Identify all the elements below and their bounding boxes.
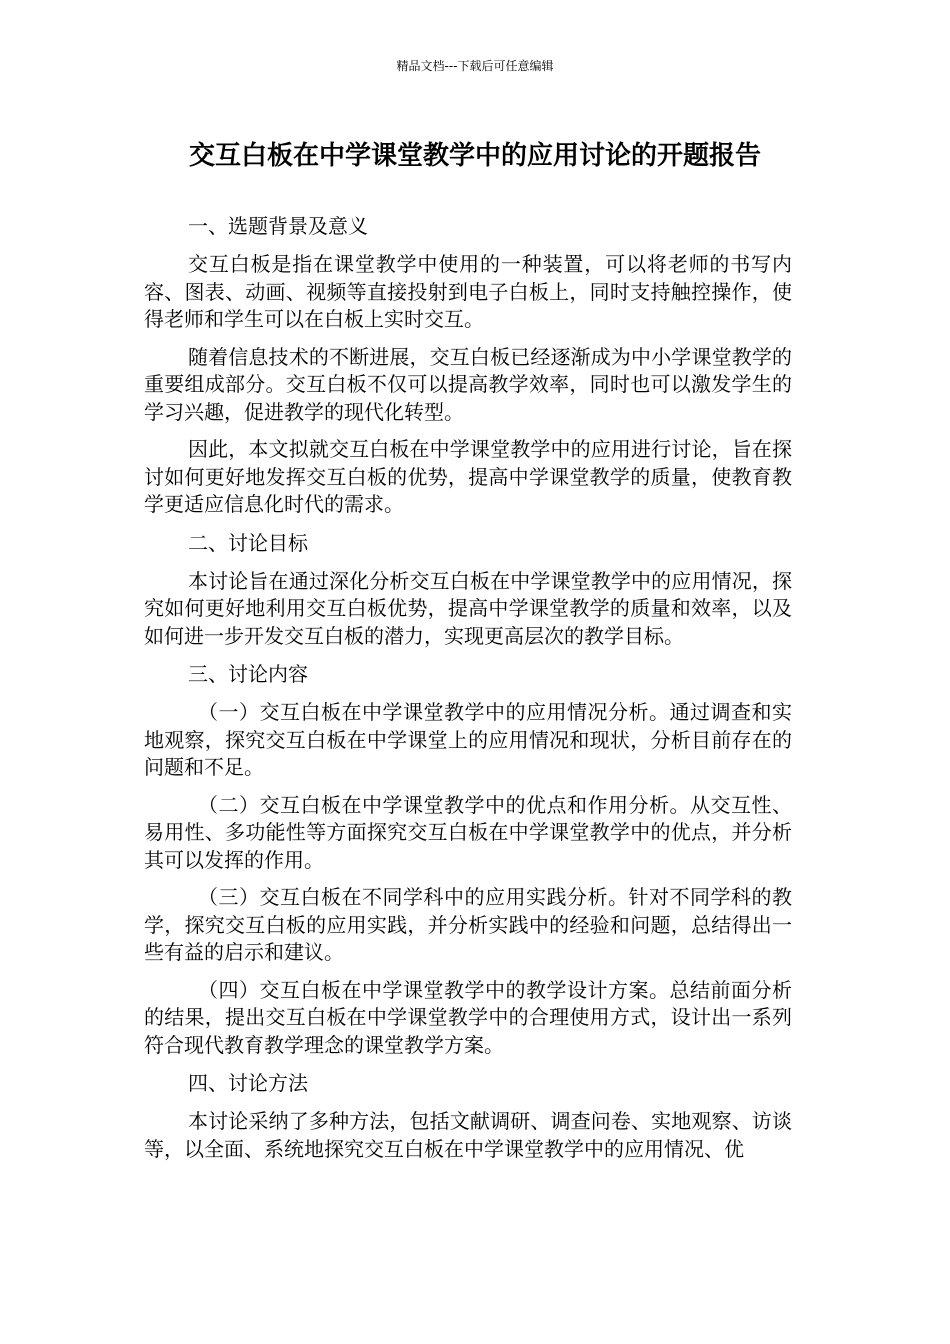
page-header-note: 精品文档---下载后可任意编辑 [396,59,554,73]
paragraph-content-item-3: （三）交互白板在不同学科中的应用实践分析。针对不同学科的教学，探究交互白板的应用实践，并分析实践中的经验和问题，总结得出一些有益的启示和建议。 [144,885,792,964]
document-body [144,212,792,1173]
section-heading-goals: 二、讨论目标 [188,530,308,555]
paragraph-goals: 本讨论旨在通过深化分析交互白板在中学课堂教学中的应用情况，探究如何更好地利用交互白板优势，提高中学课堂教学的质量和效率，以及如何进一步开发交互白板的潜力，实现更高层次的教学目标。 [144,568,792,648]
section-heading-methods: 四、讨论方法 [188,1071,308,1095]
section-heading-background: 一、选题背景及意义 [188,214,368,238]
paragraph-content-item-4: （四）交互白板在中学课堂教学中的教学设计方案。总结前面分析的结果，提出交互白板在中学课堂教学中的合理使用方式，设计出一系列符合现代教育教学理念的课堂教学方案。 [144,977,792,1057]
paragraph-research-purpose: 因此，本文拟就交互白板在中学课堂教学中的应用进行讨论，旨在探讨如何更好地发挥交互白板的优势，提高中学课堂教学的质量，使教育教学更适应信息化时代的需求。 [144,437,792,516]
paragraph-methods: 本讨论采纳了多种方法，包括文献调研、调查问卷、实地观察、访谈等，以全面、系统地探究交互白板在中学课堂教学中的应用情况、优 [144,1109,792,1161]
paragraph-whiteboard-definition: 交互白板是指在课堂教学中使用的一种装置，可以将老师的书写内容、图表、动画、视频等直接投射到电子白板上，同时支持触控操作，使得老师和学生可以在白板上实时交互。 [144,252,792,331]
paragraph-content-item-1: （一）交互白板在中学课堂教学中的应用情况分析。通过调查和实地观察，探究交互白板在中学课堂上的应用情况和现状，分析目前存在的问题和不足。 [144,700,792,779]
section-heading-content: 三、讨论内容 [188,662,308,686]
paragraph-content-item-2: （二）交互白板在中学课堂教学中的优点和作用分析。从交互性、易用性、多功能性等方面探究交互白板在中学课堂教学中的优点，并分析其可以发挥的作用。 [144,792,792,872]
paragraph-technology-development: 随着信息技术的不断进展，交互白板已经逐渐成为中小学课堂教学的重要组成部分。交互白板不仅可以提高教学效率，同时也可以激发学生的学习兴趣，促进教学的现代化转型。 [144,344,792,424]
document-title: 交互白板在中学课堂教学中的应用讨论的开题报告 [188,141,761,171]
